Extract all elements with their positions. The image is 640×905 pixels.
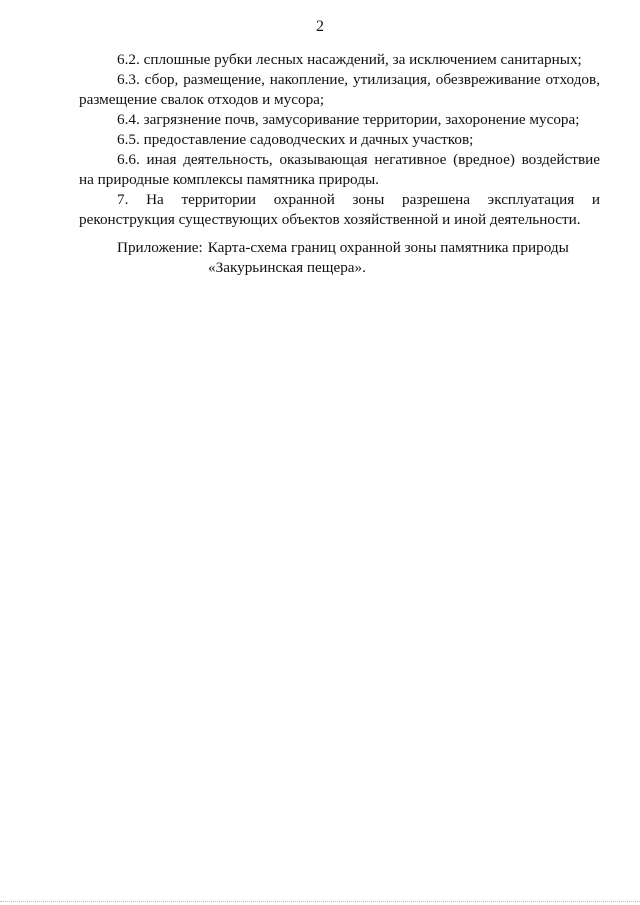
document-body: [79, 50, 600, 230]
appendix-continuation: «Закурьинская пещера».: [208, 259, 366, 276]
scan-edge-line: [0, 901, 640, 905]
paragraph-7: 7. На территории охранной зоны разрешена эксплуатация и реконструкция существующих объектов хозяйственной и иной деятельности.: [79, 191, 600, 228]
appendix-block: [117, 238, 600, 278]
page-number: 2: [316, 18, 324, 35]
paragraph-6-4: 6.4. загрязнение почв, замусоривание территории, захоронение мусора;: [117, 111, 580, 128]
appendix-text: Карта-схема границ охранной зоны памятника природы: [207, 239, 569, 256]
appendix-row: [117, 238, 600, 258]
paragraph-6-6: 6.6. иная деятельность, оказывающая негативное (вредное) воздействие на природные комплексы памятника природы.: [79, 151, 600, 188]
appendix-label: Приложение:: [117, 239, 203, 256]
paragraph-6-2: 6.2. сплошные рубки лесных насаждений, за исключением санитарных;: [117, 51, 582, 68]
paragraph-6-3: 6.3. сбор, размещение, накопление, утилизация, обезвреживание отходов, размещение свалок отходов и мусора;: [79, 71, 600, 108]
paragraph-6-5: 6.5. предоставление садоводческих и дачных участков;: [117, 131, 474, 148]
